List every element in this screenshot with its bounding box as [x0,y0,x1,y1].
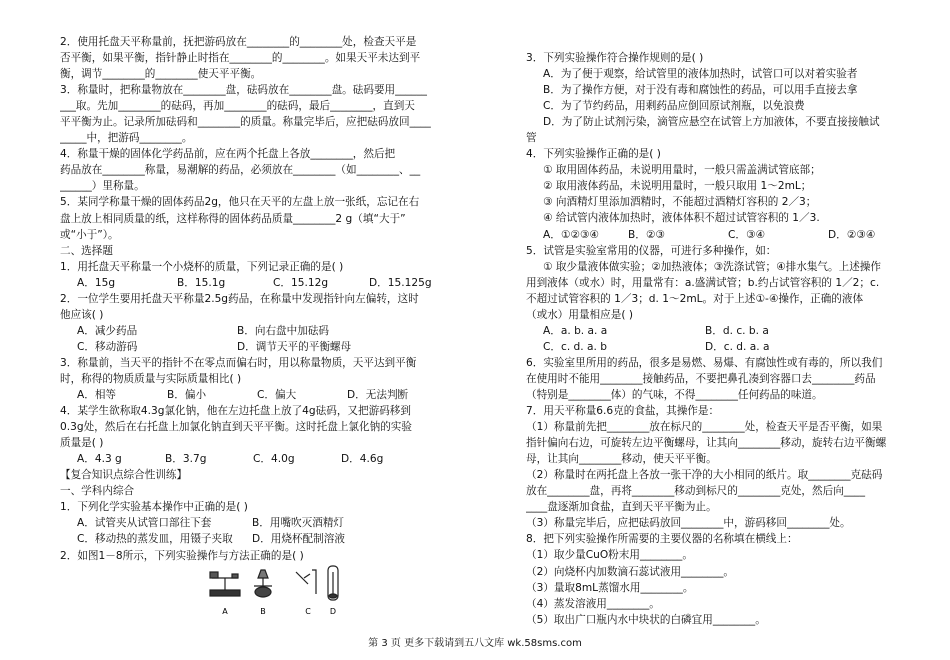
question-stem: 8．把下列实验操作所需要的主要仪器的名称填在横线上： [526,533,798,546]
statement-line: ③ 向酒精灯里添加酒精时，不能超过酒精灯容积的 2／3； [543,196,817,209]
question-stem: （5）取出广口瓶内水中块状的白磷宜用________。 [526,613,766,626]
option-a: A．15g [77,276,116,289]
question-stem: （3）量取8mL蒸馏水用________。 [526,581,694,594]
alcohol-burner-icon [254,570,272,597]
section-heading: 【复合知识点综合性训练】 [60,469,188,482]
option-c: C．4.0g [253,453,295,466]
option-c: C．移动热的蒸发皿，用镊子夹取 [77,533,233,546]
options-row [60,339,505,355]
text-line: ___取。先加________的砝码，再加________的砝码，最后________，直到天 [60,100,415,113]
question-stem: 5．试管是实验室常用的仪器，可进行多种操作，如： [526,244,777,257]
option-d: D．调节天平的平衡螺母 [237,340,352,353]
question-stem: ① 取少量液体做实验；②加热液体；③洗涤试管；④排水集气。上述操作 [543,260,881,273]
options-row [60,531,505,547]
text-line: 4．称量干燥的固体化学药品前，应在两个托盘上各放________，然后把 [60,148,396,161]
options-row [60,515,505,531]
text-line: ______）里称量。 [60,180,145,193]
options-row [526,323,916,339]
question-stem: 1．用托盘天平称量一个小烧杯的质量，下列记录正确的是( ) [60,260,344,273]
question-stem: 他应该( ) [60,308,104,321]
option-b: B．用嘴吹灭酒精灯 [252,517,345,530]
option-line: A．为了便于观察，给试管里的液体加热时，试管口可以对着实验者 [543,68,858,81]
balance-icon [210,572,240,596]
options-row [60,275,505,291]
option-a: A．试管夹从试管口部往下套 [77,517,212,530]
question-stem: 质量是( ) [60,437,104,450]
option-a: A．减少药品 [77,324,138,337]
question-stem: （2）称量时在两托盘上各放一张干净的大小相同的纸片。取________克砝码 [526,469,883,482]
question-stem: 用到液体（或水）时，用量常有：a.盛满试管；b.约占试管容积的 1／2；c. [526,276,880,289]
text-line: _____中，把游码________。 [60,132,193,145]
option-c: C．c. d. a. b [543,340,607,353]
question-stem: 放在________盘，再将________移动到标尺的________克处，然后向____ [526,485,865,498]
figure-label-d: D [329,606,337,616]
question-stem: （或水）用量相应是( ) [526,308,633,321]
option-c: C．偏大 [257,389,297,402]
section-heading: 二、选择题 [60,244,113,257]
option-d: D．c. d. a. a [705,340,770,353]
statement-line: ④ 给试管内液体加热时，液体体积不超过试管容积的 1／3. [543,212,820,225]
option-d: D．15.125g [369,276,432,289]
question-stem: 0.3g处，然后在右托盘上加氯化钠直到天平平衡。这时托盘上氯化钠的实验 [60,421,412,434]
lab-operations-figure [60,564,505,618]
text-line: 盘上放上相同质量的纸，这样称得的固体药品质量________2 g（填“大于” [60,212,406,225]
question-stem: （1）称量前先把________放在标尺的________处，检查天平是否平衡，如果 [526,421,883,434]
question-stem: 2．如图1－8所示，下列实验操作与方法正确的是( ) [60,549,304,562]
test-tube-icon [328,566,338,600]
options-row [526,227,916,243]
option-c: C．移动游码 [77,340,138,353]
options-row [60,323,505,339]
options-row [60,387,505,403]
statement-line: ① 取用固体药品，未说明用量时，一般只需盖满试管底部； [543,164,821,177]
question-stem: （3）称量完毕后，应把砝码放回________中，游码移回________处。 [526,517,851,530]
question-stem: （4）蒸发溶液用________。 [526,597,660,610]
section-heading: 一、学科内综合 [60,485,135,498]
question-stem: 不超过试管容积的 1／3；d. 1～2mL。对于上述①-④操作，正确的液体 [526,292,864,305]
left-column [60,34,505,618]
text-line: 5．某同学称量干燥的固体药品2g，他只在天平的左盘上放一张纸，忘记在右 [60,196,420,209]
question-stem: 4．下列实验操作正确的是( ) [526,148,661,161]
text-line: 2．使用托盘天平称量前，抚把游码放在________的________处，检查天平是 [60,36,417,48]
text-line: 或“小于”）。 [60,228,119,241]
option-b: B．d. c. b. a [705,324,769,337]
option-d: D．用烧杯配制溶液 [252,533,345,546]
question-stem: 6．实验室里所用的药品，很多是易燃、易爆、有腐蚀性或有毒的，所以我们 [526,356,883,369]
figure-label-a: A [222,606,228,616]
pouring-icon [296,570,316,594]
option-line: 管 [526,132,537,145]
option-a: A．4.3 g [77,453,122,466]
text-line: 3．称量时，把称量物放在________盘，砝码放在________盘。砝码要用______ [60,84,427,97]
option-b: B．偏小 [167,389,207,402]
right-column [526,50,916,628]
question-stem: ____盘逐渐加食盐，直到天平平衡为止。 [526,501,717,514]
text-line: 衡，调节________的________使天平平衡。 [60,68,262,81]
option-d: D．②③④ [828,228,876,241]
option-b: B．3.7g [165,453,207,466]
option-b: B．向右盘中加砝码 [237,324,330,337]
page-footer: 第 3 页 更多下载请到五八文库 wk.58sms.com [368,638,582,649]
option-d: D．无法判断 [347,389,409,402]
question-stem: 3．下列实验操作符合操作规则的是( ) [526,52,704,64]
question-stem: 在使用时不能用________接触药品，不要把鼻孔凑到容器口去________药品 [526,372,876,385]
question-stem: 2．一位学生要用托盘天平称量2.5g药品，在称量中发现指针向左偏转，这时 [60,292,419,305]
option-a: A．a. b. a. a [543,324,608,337]
option-b: B．②③ [628,228,665,241]
option-line: C．为了节约药品，用剩药品应倒回原试剂瓶，以免浪费 [543,100,805,113]
figure-drawing [60,564,360,618]
question-stem: 指针偏向右边，可旋转左边平衡螺母，让其向________移动，旋转右边平衡螺 [526,437,887,450]
option-a: A．①②③④ [543,228,599,241]
text-line: 药品放在________称量，易潮解的药品，必须放在________（如________、__ [60,164,421,177]
question-stem: 时，称得的物质质量与实际质量相比( ) [60,372,242,385]
options-row [526,339,916,355]
text-line: 平平衡为止。记录所加砝码和________的质量。称量完毕后，应把砝码放回____ [60,116,431,129]
text-line: 否平衡，如果平衡，指针静止时指在________的________。如果天平未达到平 [60,52,421,65]
question-stem: （2）向烧杯内加数滴石蕊试液用________。 [526,565,735,578]
option-c: C．15.12g [273,276,329,289]
statement-line: ② 取用液体药品，未说明用量时，一般只取用 1～2mL； [543,180,812,193]
option-d: D．4.6g [341,453,384,466]
question-stem: 4．某学生欲称取4.3g氯化钠，他在左边托盘上放了4g砝码，又把游码移到 [60,405,411,418]
question-stem: 7．用天平称量6.6克的食盐，其操作是： [526,405,720,418]
question-stem: 母，让其向________移动，使天平平衡。 [526,453,717,466]
option-line: B．为了操作方便，对于没有毒和腐蚀性的药品，可以用手直接去拿 [543,84,858,97]
figure-label-b: B [260,606,266,616]
option-b: B．15.1g [177,276,226,289]
question-stem: 3．称量前，当天平的指针不在零点而偏右时，用以称量物质，天平达到平衡 [60,356,417,369]
option-c: C．③④ [728,228,765,241]
question-stem: （1）取少量CuO粉末用________。 [526,549,693,562]
options-row [60,451,505,467]
option-a: A．相等 [77,389,117,402]
question-stem: （特别是________体）的气味，不得________任何药品的味道。 [526,388,823,401]
question-stem: 1．下列化学实验基本操作中正确的是( ) [60,501,248,514]
figure-label-c: C [305,606,311,616]
option-line: D．为了防止试剂污染，滴管应悬空在试管上方加液体，不要直接接触试 [543,116,880,129]
